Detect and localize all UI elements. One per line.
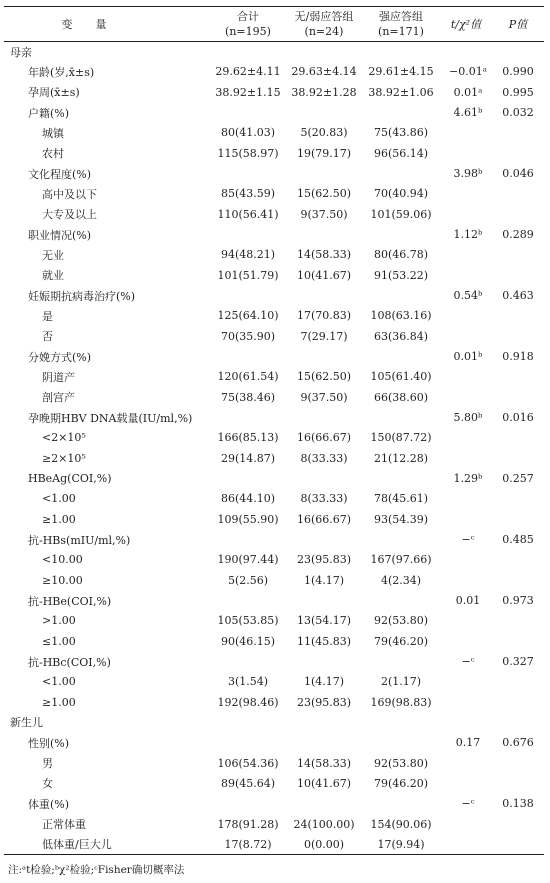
cell-strong-responder: 105(61.40) (370, 370, 432, 384)
row-label: 孕周(x̄±s) (28, 86, 80, 100)
cell-total (210, 224, 286, 244)
cell-total: 38.92±1.15 (215, 85, 281, 99)
cell-p-value (492, 631, 544, 651)
cell-statistic: 0.54ᵇ (453, 289, 483, 303)
cell-non-responder: 16(66.67) (296, 431, 352, 445)
table-row (4, 163, 544, 183)
row-label: 农村 (42, 147, 64, 161)
row-label: 就业 (42, 269, 64, 283)
cell-strong-responder (362, 407, 440, 427)
table-row (4, 82, 544, 102)
header-total-title: 合计 (237, 10, 259, 23)
cell-statistic: −ᶜ (461, 797, 475, 811)
cell-p-value (492, 204, 544, 224)
cell-strong-responder: 79(46.20) (373, 776, 429, 790)
table-row (4, 529, 544, 549)
cell-strong-responder (362, 346, 440, 366)
cell-statistic (440, 550, 492, 570)
cell-statistic (440, 306, 492, 326)
cell-non-responder: 10(41.67) (296, 776, 352, 790)
table-row (4, 753, 544, 773)
row-label: 年龄(岁,x̄±s) (28, 65, 95, 79)
cell-p-value (492, 387, 544, 407)
cell-p-value (492, 123, 544, 143)
cell-p-value (492, 326, 544, 346)
row-label: ≥1.00 (42, 695, 76, 709)
row-label: 体重(%) (28, 797, 70, 811)
cell-strong-responder (362, 163, 440, 183)
cell-total: 166(85.13) (217, 431, 279, 445)
cell-p-value: 0.995 (502, 85, 534, 99)
cell-total: 70(35.90) (220, 329, 276, 343)
cell-total: 75(38.46) (220, 390, 276, 404)
cell-statistic (440, 570, 492, 590)
cell-statistic (440, 672, 492, 692)
cell-non-responder (286, 285, 362, 305)
cell-non-responder (286, 529, 362, 549)
table-row (4, 346, 544, 366)
cell-non-responder: 5(20.83) (300, 126, 348, 140)
cell-non-responder (286, 794, 362, 814)
cell-strong-responder: 101(59.06) (370, 207, 432, 221)
row-label: <10.00 (42, 553, 83, 567)
cell-p-value (492, 42, 544, 62)
cell-total: 89(45.64) (220, 776, 276, 790)
cell-non-responder: 14(58.33) (296, 756, 352, 770)
cell-strong-responder: 2(1.17) (380, 675, 422, 689)
cell-p-value: 0.032 (502, 106, 534, 120)
cell-statistic: −ᶜ (461, 655, 475, 668)
row-label: >1.00 (42, 614, 76, 628)
cell-statistic: 0.01ᵇ (453, 350, 483, 364)
cell-total: 115(58.97) (217, 146, 279, 160)
row-label: <1.00 (42, 492, 76, 506)
table-row (4, 428, 544, 448)
cell-strong-responder: 66(38.60) (373, 390, 429, 404)
row-label: HBeAg(COI,%) (28, 472, 112, 486)
cell-total: 120(61.54) (217, 370, 279, 384)
cell-total: 80(41.03) (220, 126, 276, 140)
table-row (4, 712, 544, 732)
table-row (4, 489, 544, 509)
cell-strong-responder: 63(36.84) (373, 329, 429, 343)
row-label: 男 (42, 757, 53, 771)
table-row (4, 794, 544, 814)
cell-statistic (440, 143, 492, 163)
cell-p-value: 0.046 (502, 167, 534, 181)
table-row (4, 123, 544, 143)
cell-statistic: 4.61ᵇ (453, 106, 483, 120)
cell-statistic (440, 834, 492, 854)
table-footnote: 注:ᵃt检验;ᵇχ²检验;ᶜFisher确切概率法 (8, 864, 185, 876)
cell-non-responder (286, 102, 362, 122)
cell-p-value (492, 712, 544, 732)
cell-non-responder (286, 468, 362, 488)
row-label: 户籍(%) (28, 106, 70, 120)
cell-strong-responder (362, 712, 440, 732)
cell-statistic: 0.01ᵃ (453, 85, 483, 99)
cell-total: 125(64.10) (217, 309, 279, 323)
cell-non-responder: 24(100.00) (293, 817, 355, 831)
cell-strong-responder: 92(53.80) (373, 756, 429, 770)
cell-statistic (440, 42, 492, 62)
cell-p-value (492, 672, 544, 692)
table-row (4, 285, 544, 305)
row-label: 是 (42, 309, 53, 323)
table-row (4, 468, 544, 488)
table-row (4, 387, 544, 407)
header-statistic: t/χ²值 (450, 17, 482, 31)
table-row (4, 245, 544, 265)
row-label: ≥10.00 (42, 573, 83, 587)
cell-total (210, 529, 286, 549)
cell-p-value (492, 692, 544, 712)
cell-total: 86(44.10) (220, 492, 276, 506)
cell-total: 106(54.36) (217, 756, 279, 770)
table-row (4, 102, 544, 122)
cell-non-responder: 8(33.33) (300, 451, 348, 465)
cell-non-responder (286, 346, 362, 366)
table-row (4, 814, 544, 834)
cell-strong-responder (362, 285, 440, 305)
cell-strong-responder (362, 794, 440, 814)
cell-statistic: 0.01 (455, 594, 481, 608)
table-row (4, 651, 544, 671)
table-row (4, 550, 544, 570)
cell-total: 94(48.21) (220, 248, 276, 262)
cell-total (210, 712, 286, 732)
cell-total (210, 407, 286, 427)
header-nr-n: (n=24) (304, 25, 344, 38)
table-row (4, 306, 544, 326)
cell-p-value (492, 306, 544, 326)
table-row (4, 509, 544, 529)
cell-total (210, 733, 286, 753)
cell-strong-responder (362, 590, 440, 610)
cell-non-responder: 38.92±1.28 (291, 85, 357, 99)
row-label: 低体重/巨大儿 (42, 838, 112, 852)
cell-statistic (440, 184, 492, 204)
row-label: ≥1.00 (42, 512, 76, 526)
cell-total (210, 468, 286, 488)
cell-non-responder: 1(4.17) (303, 573, 345, 587)
cell-total: 178(91.28) (217, 817, 279, 831)
cell-strong-responder (362, 102, 440, 122)
cell-p-value (492, 834, 544, 854)
row-label: 抗-HBs(mIU/ml,%) (28, 533, 131, 547)
row-label: 分娩方式(%) (28, 350, 92, 364)
header-sr-n: (n=171) (378, 25, 424, 38)
row-label: 文化程度(%) (28, 167, 92, 181)
cell-non-responder: 9(37.50) (300, 390, 348, 404)
cell-statistic (440, 448, 492, 468)
cell-p-value: 0.463 (502, 289, 534, 303)
cell-statistic (440, 204, 492, 224)
cell-non-responder (286, 712, 362, 732)
cell-non-responder: 15(62.50) (296, 370, 352, 384)
header-p-value: P值 (508, 17, 528, 31)
cell-non-responder: 11(45.83) (296, 634, 352, 648)
header-total (210, 7, 286, 42)
table-row (4, 570, 544, 590)
row-label: 大专及以上 (42, 208, 97, 222)
table-row (4, 326, 544, 346)
cell-statistic (440, 489, 492, 509)
cell-strong-responder: 96(56.14) (373, 146, 429, 160)
table-body (4, 42, 544, 855)
cell-statistic: 5.80ᵇ (453, 411, 483, 425)
cell-total (210, 346, 286, 366)
header-nr-title: 无/弱应答组 (294, 10, 354, 23)
table-row (4, 184, 544, 204)
cell-strong-responder: 93(54.39) (373, 512, 429, 526)
cell-total: 110(56.41) (217, 207, 279, 221)
cell-p-value (492, 265, 544, 285)
cell-p-value: 0.138 (502, 797, 534, 811)
cell-non-responder: 9(37.50) (300, 207, 348, 221)
table-row (4, 773, 544, 793)
header-row (4, 7, 544, 42)
cell-p-value: 0.327 (502, 655, 534, 668)
cell-strong-responder: 92(53.80) (373, 614, 429, 628)
cell-total (210, 163, 286, 183)
cell-p-value (492, 773, 544, 793)
cell-p-value (492, 611, 544, 631)
cell-p-value: 0.918 (502, 350, 534, 364)
cell-total (210, 285, 286, 305)
table-row (4, 448, 544, 468)
cell-non-responder: 17(70.83) (296, 309, 352, 323)
cell-non-responder: 1(4.17) (303, 675, 345, 689)
cell-statistic (440, 509, 492, 529)
cell-strong-responder: 80(46.78) (373, 248, 429, 262)
cell-statistic (440, 265, 492, 285)
cell-non-responder: 23(95.83) (296, 695, 352, 709)
cell-non-responder: 16(66.67) (296, 512, 352, 526)
row-label: 职业情况(%) (28, 228, 92, 242)
cell-p-value (492, 367, 544, 387)
cell-statistic (440, 326, 492, 346)
cell-statistic: −ᶜ (461, 533, 475, 547)
cell-non-responder: 10(41.67) (296, 268, 352, 282)
cell-non-responder: 8(33.33) (300, 492, 348, 506)
row-label: ≥2×10⁵ (42, 451, 86, 465)
cell-strong-responder: 70(40.94) (373, 187, 429, 201)
row-label: 正常体重 (42, 818, 86, 832)
table-row (4, 224, 544, 244)
table-row (4, 407, 544, 427)
cell-statistic (440, 428, 492, 448)
cell-non-responder: 19(79.17) (296, 146, 352, 160)
table-row (4, 834, 544, 854)
row-label: 新生儿 (10, 716, 43, 730)
row-label: 妊娠期抗病毒治疗(%) (28, 289, 136, 303)
cell-total (210, 42, 286, 62)
cell-statistic (440, 692, 492, 712)
cell-total: 17(8.72) (224, 837, 272, 851)
cell-strong-responder: 29.61±4.15 (368, 65, 434, 79)
table-row (4, 367, 544, 387)
cell-strong-responder: 154(90.06) (370, 817, 432, 831)
row-label: 性别(%) (28, 736, 70, 750)
cell-non-responder (286, 590, 362, 610)
row-label: <2×10⁵ (42, 431, 86, 445)
cell-strong-responder: 75(43.86) (373, 126, 429, 140)
cell-non-responder: 13(54.17) (296, 614, 352, 628)
cell-strong-responder: 78(45.61) (373, 492, 429, 506)
header-sr-title: 强应答组 (379, 10, 423, 23)
data-table (4, 6, 544, 855)
cell-statistic (440, 367, 492, 387)
cell-statistic (440, 387, 492, 407)
cell-statistic: −0.01ᵃ (449, 65, 487, 79)
row-label: ≤1.00 (42, 634, 76, 648)
cell-non-responder: 0(0.00) (303, 837, 345, 851)
table-row (4, 42, 544, 62)
cell-strong-responder: 169(98.83) (370, 695, 432, 709)
cell-strong-responder (362, 733, 440, 753)
cell-p-value (492, 143, 544, 163)
cell-total: 109(55.90) (217, 512, 279, 526)
cell-strong-responder: 167(97.66) (370, 553, 432, 567)
cell-non-responder (286, 42, 362, 62)
header-non-responder (286, 7, 362, 42)
cell-p-value: 0.990 (502, 65, 534, 79)
cell-total: 29.62±4.11 (215, 65, 281, 79)
cell-statistic (440, 753, 492, 773)
row-label: <1.00 (42, 675, 76, 689)
cell-total: 90(46.15) (220, 634, 276, 648)
cell-total: 101(51.79) (217, 268, 279, 282)
cell-p-value: 0.016 (502, 411, 534, 425)
cell-total: 29(14.87) (220, 451, 276, 465)
header-variable: 变 量 (61, 17, 113, 31)
cell-strong-responder: 4(2.34) (380, 573, 422, 587)
header-total-n: (n=195) (225, 25, 271, 38)
cell-statistic: 3.98ᵇ (453, 167, 483, 181)
cell-p-value (492, 753, 544, 773)
row-label: 剖宫产 (42, 391, 75, 405)
cell-non-responder: 14(58.33) (296, 248, 352, 262)
cell-p-value (492, 245, 544, 265)
cell-strong-responder: 150(87.72) (370, 431, 432, 445)
row-label: 阴道产 (42, 370, 75, 384)
row-label: 母亲 (10, 45, 32, 59)
cell-p-value (492, 509, 544, 529)
cell-statistic: 1.12ᵇ (453, 228, 483, 242)
cell-p-value: 0.289 (502, 228, 534, 242)
row-label: 无业 (42, 248, 64, 262)
row-label: 抗-HBc(COI,%) (28, 655, 111, 669)
cell-strong-responder: 108(63.16) (370, 309, 432, 323)
table-row (4, 672, 544, 692)
cell-strong-responder: 91(53.22) (373, 268, 429, 282)
row-label: 孕晚期HBV DNA载量(IU/ml,%) (28, 411, 193, 425)
cell-non-responder: 23(95.83) (296, 553, 352, 567)
cell-strong-responder (362, 651, 440, 671)
row-label: 抗-HBe(COI,%) (28, 594, 112, 608)
cell-p-value: 0.257 (502, 472, 534, 486)
cell-p-value: 0.973 (502, 594, 534, 608)
cell-strong-responder (362, 468, 440, 488)
cell-p-value (492, 550, 544, 570)
cell-total: 192(98.46) (217, 695, 279, 709)
cell-statistic (440, 712, 492, 732)
cell-total (210, 590, 286, 610)
cell-p-value (492, 814, 544, 834)
row-label: 否 (42, 330, 53, 344)
table-row (4, 265, 544, 285)
cell-strong-responder: 17(9.94) (377, 837, 425, 851)
row-label: 城镇 (42, 126, 64, 140)
cell-p-value (492, 428, 544, 448)
table-row (4, 62, 544, 82)
cell-non-responder (286, 224, 362, 244)
cell-non-responder (286, 407, 362, 427)
cell-non-responder (286, 651, 362, 671)
cell-total (210, 102, 286, 122)
cell-strong-responder: 21(12.28) (373, 451, 429, 465)
cell-total: 105(53.85) (217, 614, 279, 628)
cell-total: 190(97.44) (217, 553, 279, 567)
cell-strong-responder: 38.92±1.06 (368, 85, 434, 99)
table-row (4, 204, 544, 224)
table-row (4, 631, 544, 651)
cell-p-value (492, 184, 544, 204)
cell-p-value (492, 489, 544, 509)
cell-statistic (440, 631, 492, 651)
cell-non-responder (286, 163, 362, 183)
cell-total: 3(1.54) (227, 675, 269, 689)
cell-strong-responder (362, 42, 440, 62)
table-row (4, 611, 544, 631)
cell-statistic (440, 773, 492, 793)
cell-non-responder: 29.63±4.14 (291, 65, 357, 79)
cell-p-value (492, 570, 544, 590)
cell-non-responder (286, 733, 362, 753)
cell-non-responder: 7(29.17) (300, 329, 348, 343)
cell-total: 5(2.56) (227, 573, 269, 587)
table-row (4, 143, 544, 163)
cell-total: 85(43.59) (220, 187, 276, 201)
cell-statistic: 1.29ᵇ (453, 472, 483, 486)
table-row (4, 692, 544, 712)
cell-statistic (440, 245, 492, 265)
cell-total (210, 651, 286, 671)
cell-statistic (440, 814, 492, 834)
row-label: 高中及以下 (42, 187, 97, 201)
cell-statistic (440, 611, 492, 631)
cell-non-responder: 15(62.50) (296, 187, 352, 201)
cell-p-value: 0.676 (502, 736, 534, 750)
header-strong-responder (362, 7, 440, 42)
cell-strong-responder (362, 529, 440, 549)
cell-statistic: 0.17 (455, 736, 481, 750)
cell-p-value (492, 448, 544, 468)
cell-total (210, 794, 286, 814)
table-row (4, 590, 544, 610)
cell-statistic (440, 123, 492, 143)
cell-strong-responder (362, 224, 440, 244)
table-row (4, 733, 544, 753)
cell-p-value: 0.485 (502, 533, 534, 547)
cell-strong-responder: 79(46.20) (373, 634, 429, 648)
row-label: 女 (42, 777, 53, 791)
